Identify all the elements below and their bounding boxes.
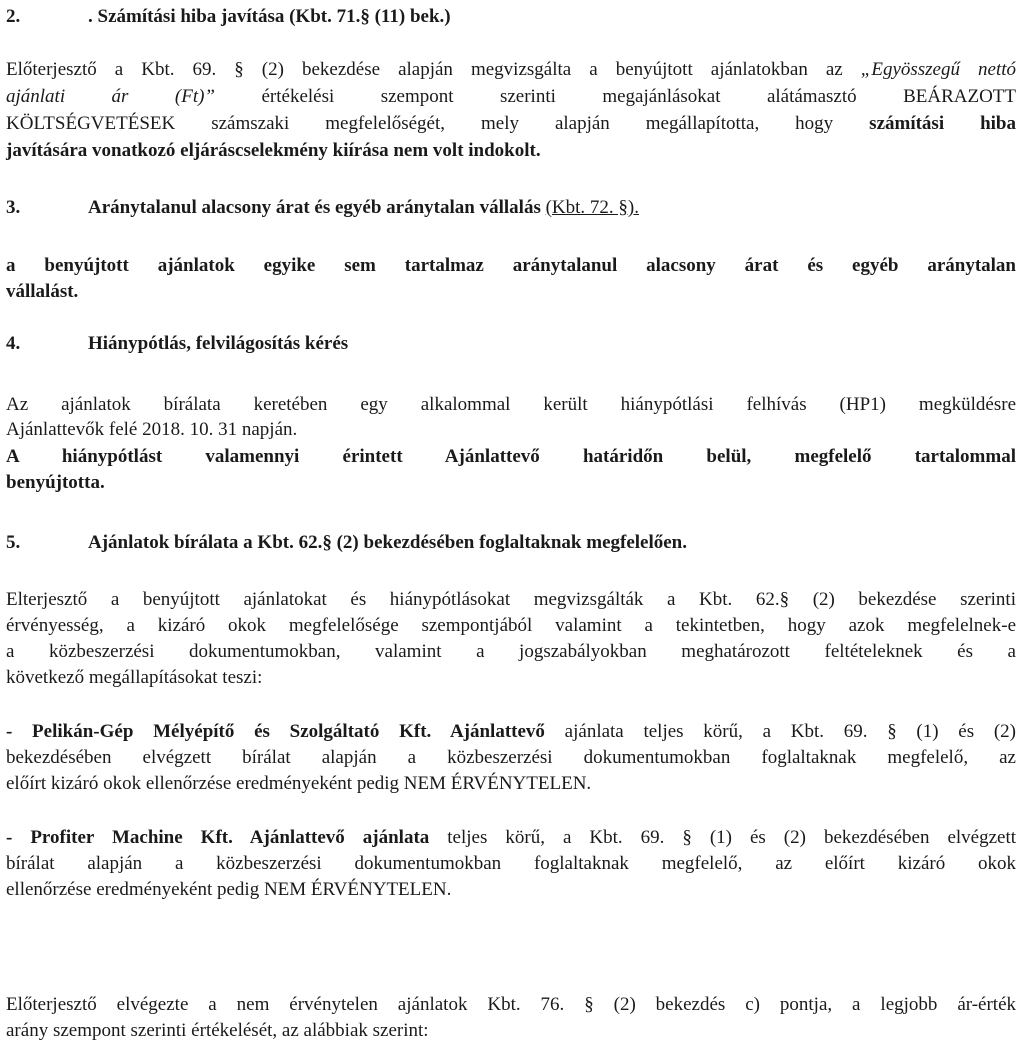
section-2-paragraph-line-3: KÖLTSÉGVETÉSEK számszaki megfelelőségét, mely alapján megállapította, hogy számítási hiba <box>6 113 1016 134</box>
section-2-paragraph-line-4: javítására vonatkozó eljáráscselekmény kiírása nem volt indokolt. <box>6 140 541 161</box>
section-5-heading <box>6 530 1016 555</box>
section-3-heading <box>6 195 1016 220</box>
bidder-1-line-3: előírt kizáró okok ellenőrzése eredményeként pedig NEM ÉRVÉNYTELEN. <box>6 773 592 794</box>
bidder-name: - Pelikán-Gép Mélyépítő és Szolgáltató Kft. Ajánlattevő <box>6 721 545 742</box>
section-2-paragraph-line-1: Előterjesztő a Kbt. 69. § (2) bekezdése alapján megvizsgálta a benyújtott ajánlatokban az „Egyösszegű nettó <box>6 59 1017 80</box>
section-title: Aránytalanul alacsony árat és egyéb aránytalan vállalás <box>88 197 541 218</box>
section-number: 3. <box>6 197 21 218</box>
section-2-paragraph-line-2: ajánlati ár (Ft)” értékelési szempont szerinti megajánlásokat alátámasztó BEÁRAZOTT <box>6 86 1016 107</box>
bidder-name: - Profiter Machine Kft. Ajánlattevő ajánlata <box>6 827 430 848</box>
bidder-1-line-1: - Pelikán-Gép Mélyépítő és Szolgáltató Kft. Ajánlattevő ajánlata teljes körű, a Kbt. 69. § (1) és (2) <box>6 721 1017 742</box>
section-title: Hiánypótlás, felvilágosítás kérés <box>88 333 349 354</box>
section-4-heading <box>6 331 1016 356</box>
section-4-text-line-4: benyújtotta. <box>6 472 105 493</box>
section-4-text-line-1: Az ajánlatok bírálata keretében egy alkalommal került hiánypótlási felhívás (HP1) megküldésre <box>6 394 1016 415</box>
section-number: 4. <box>6 333 21 354</box>
section-3-text-line-1: a benyújtott ajánlatok egyike sem tartalmaz aránytalanul alacsony árat és egyéb aránytalan <box>6 255 1016 276</box>
bidder-2-line-1: - Profiter Machine Kft. Ajánlattevő ajánlata teljes körű, a Kbt. 69. § (1) és (2) bekezdésében elvégzett <box>6 827 1017 848</box>
section-4-text-line-2: Ajánlattevők felé 2018. 10. 31 napján. <box>6 419 298 440</box>
bidder-2-line-2: bírálat alapján a közbeszerzési dokumentumokban foglaltaknak megfelelő, az előírt kizáró okok <box>6 853 1016 874</box>
section-number: 5. <box>6 532 21 553</box>
bidder-2-line-3: ellenőrzése eredményeként pedig NEM ÉRVÉNYTELEN. <box>6 879 452 900</box>
section-5-text-line-3: a közbeszerzési dokumentumokban, valamint a jogszabályokban meghatározott feltételeknek és a <box>6 641 1016 662</box>
section-title-reference: (Kbt. 72. §). <box>545 197 639 218</box>
section-4-text-line-3: A hiánypótlást valamennyi érintett Ajánlattevő határidőn belül, megfelelő tartalommal <box>6 446 1016 467</box>
section-number: 2. <box>6 6 21 27</box>
section-title: . Számítási hiba javítása (Kbt. 71.§ (11) bek.) <box>88 6 451 27</box>
final-paragraph-line-1: Előterjesztő elvégezte a nem érvénytelen ajánlatok Kbt. 76. § (2) bekezdés c) pontja, a legjobb ár-érték <box>6 994 1016 1015</box>
final-paragraph-line-2: arány szempont szerinti értékelését, az alábbiak szerint: <box>6 1020 429 1041</box>
section-5-text-line-2: érvényesség, a kizáró okok megfelelősége szempontjából valamint a tekintetben, hogy azok megfelelnek-e <box>6 615 1016 636</box>
section-title: Ajánlatok bírálata a Kbt. 62.§ (2) bekezdésében foglaltaknak megfelelően. <box>88 532 688 553</box>
section-5-text-line-1: Elterjesztő a benyújtott ajánlatokat és hiánypótlásokat megvizsgálták a Kbt. 62.§ (2) bekezdése szerinti <box>6 589 1016 610</box>
bidder-1-line-2: bekezdésében elvégzett bírálat alapján a közbeszerzési dokumentumokban foglaltaknak megfelelő, az <box>6 747 1016 768</box>
section-5-text-line-4: következő megállapításokat teszi: <box>6 667 263 688</box>
section-2-heading <box>6 4 1016 29</box>
section-3-text-line-2: vállalást. <box>6 281 79 302</box>
